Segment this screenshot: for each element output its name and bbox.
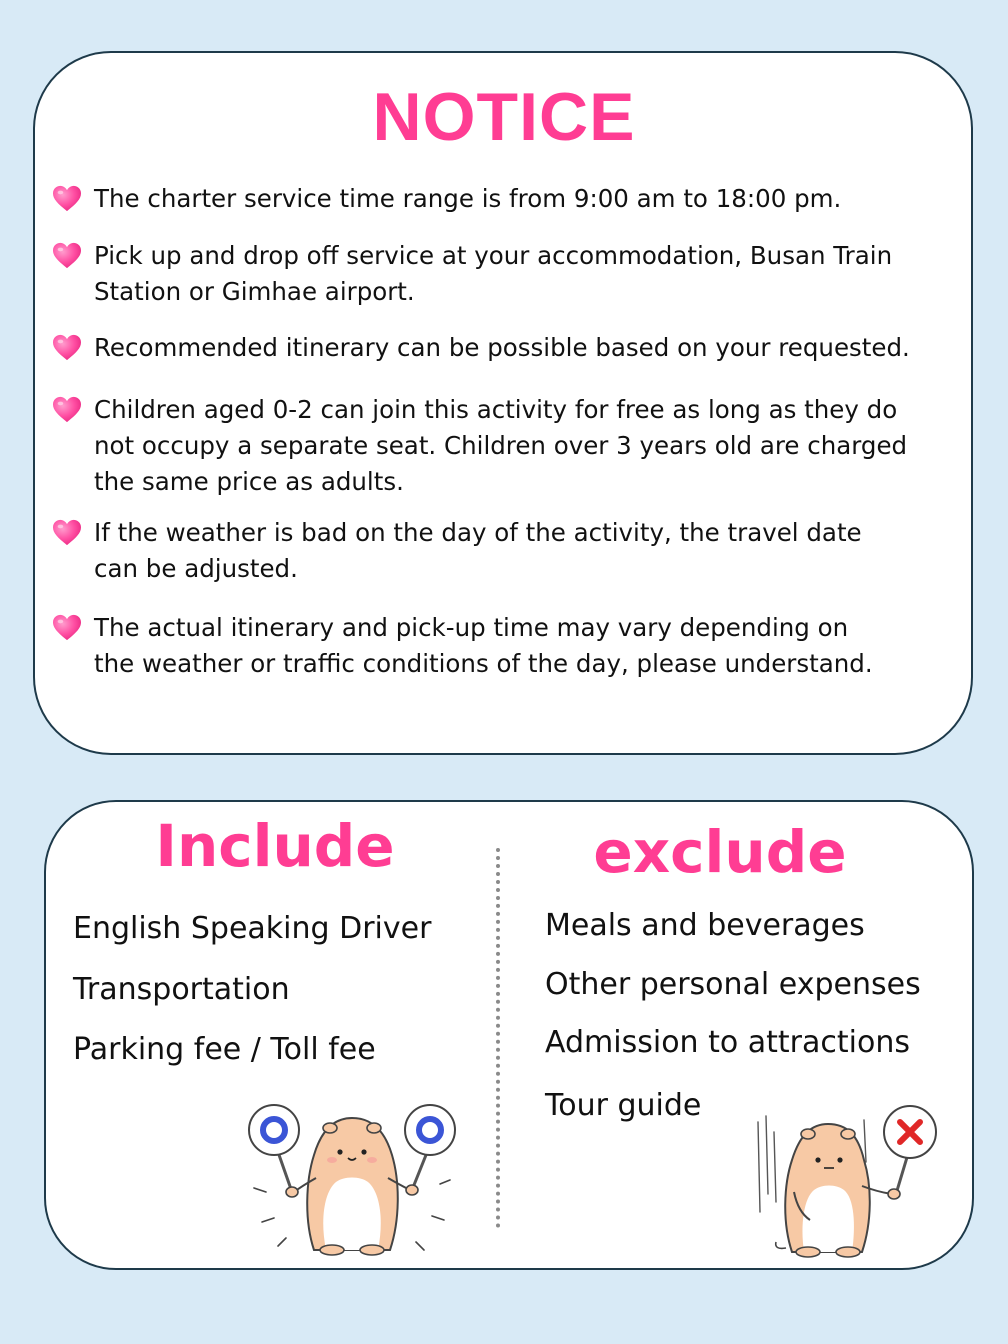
exclude-item: Other personal expenses (545, 967, 921, 1002)
heart-icon (52, 519, 82, 547)
exclude-item: Meals and beverages (545, 908, 865, 943)
notice-text: If the weather is bad on the day of the activity, the travel date can be adjusted. (94, 518, 862, 583)
include-item: Transportation (73, 972, 290, 1007)
notice-text: The charter service time range is from 9:00 am to 18:00 pm. (94, 184, 842, 213)
heart-icon (52, 396, 82, 424)
notice-text: Children aged 0-2 can join this activity for free as long as they do not occupy a separate seat. Children over 3 years old are charged the same price as adults. (94, 395, 908, 496)
exclude-item: Admission to attractions (545, 1025, 910, 1060)
include-title: Include (155, 812, 395, 880)
notice-title: NOTICE (372, 79, 636, 155)
notice-text: Pick up and drop off service at your accommodation, Busan Train Station or Gimhae airport. (94, 241, 893, 306)
heart-icon (52, 185, 82, 213)
hamster-x-sign-icon (752, 1102, 948, 1258)
exclude-item: Tour guide (545, 1088, 702, 1123)
heart-icon (52, 242, 82, 270)
notice-text: Recommended itinerary can be possible based on your requested. (94, 333, 910, 362)
column-divider (496, 848, 500, 1228)
notice-text: The actual itinerary and pick-up time may vary depending on the weather or traffic conditions of the day, please understand. (94, 613, 873, 678)
heart-icon (52, 334, 82, 362)
hamster-o-signs-icon (244, 1100, 460, 1260)
exclude-title: exclude (593, 818, 847, 886)
include-item: Parking fee / Toll fee (73, 1032, 376, 1067)
include-item: English Speaking Driver (73, 911, 432, 946)
heart-icon (52, 614, 82, 642)
